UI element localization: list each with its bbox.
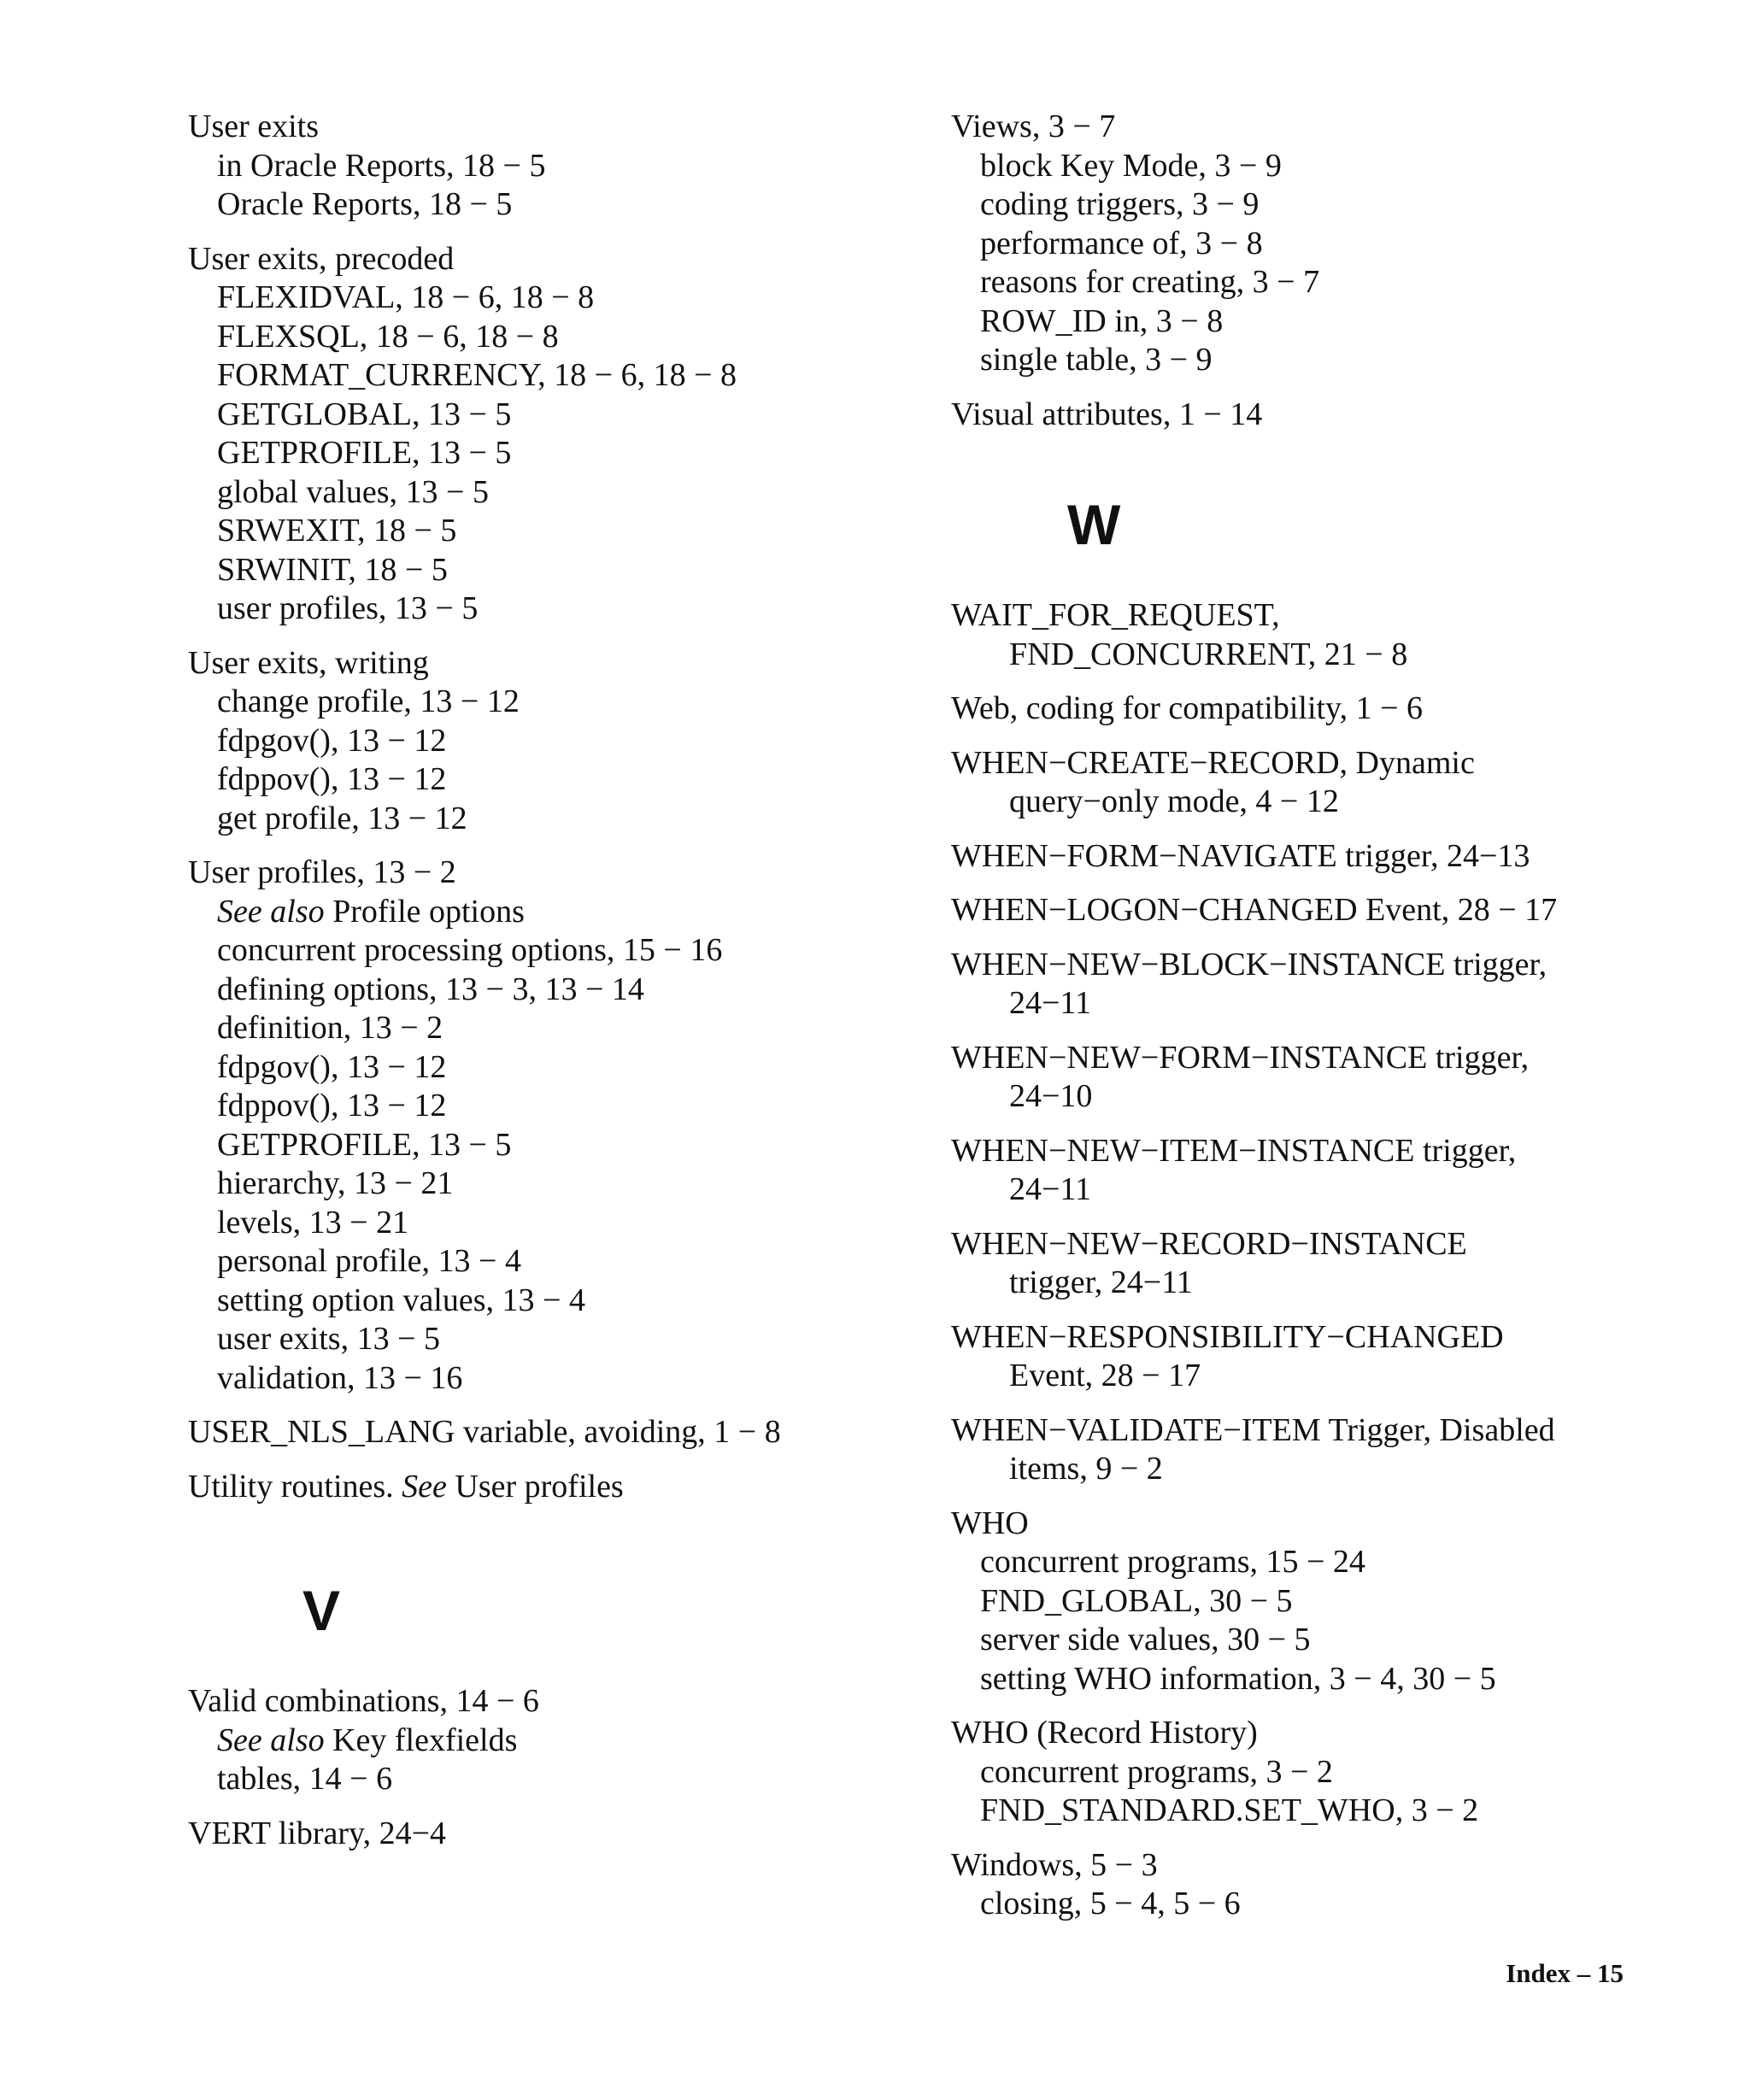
entry-text: FLEXIDVAL, 18 − 6, 18 − 8 (217, 279, 595, 315)
entry-text: GETPROFILE, 13 − 5 (217, 1126, 512, 1163)
entry-text: single table, 3 − 9 (980, 342, 1213, 378)
index-subterm (188, 893, 923, 932)
index-subterm (951, 147, 1652, 186)
index-term (951, 1039, 1652, 1078)
index-term (951, 1225, 1652, 1264)
index-entry (951, 396, 1652, 435)
index-entry (188, 1682, 923, 1799)
entry-text: Oracle Reports, 18 − 5 (217, 186, 513, 222)
index-term-continuation (951, 636, 1652, 675)
entry-text: WHEN−NEW−ITEM−INSTANCE trigger, (951, 1132, 1517, 1169)
see-also-label: See also (217, 893, 325, 930)
index-term (188, 1413, 923, 1452)
index-term (951, 1505, 1652, 1544)
entry-text: User exits, precoded (188, 240, 455, 277)
index-term (188, 644, 923, 683)
entry-text: validation, 13 − 16 (217, 1359, 463, 1396)
entry-text: 24−11 (1009, 985, 1092, 1021)
entry-text: WHEN−NEW−BLOCK−INSTANCE trigger, (951, 946, 1547, 983)
index-entry (951, 596, 1652, 674)
index-subterm (188, 551, 923, 590)
entry-text: setting option values, 13 − 4 (217, 1282, 585, 1318)
entry-text: personal profile, 13 − 4 (217, 1243, 521, 1279)
index-term (951, 596, 1652, 636)
index-subterm (951, 1621, 1652, 1660)
entry-text: Utility routines. (188, 1468, 402, 1505)
entry-text: tables, 14 − 6 (217, 1761, 393, 1797)
entry-text: VERT library, 24−4 (188, 1815, 446, 1851)
index-term (951, 108, 1652, 147)
entry-text: FND_STANDARD.SET_WHO, 3 − 2 (980, 1792, 1479, 1828)
entry-text: coding triggers, 3 − 9 (980, 186, 1260, 222)
entry-text: WHEN−RESPONSIBILITY−CHANGED (951, 1318, 1504, 1355)
page-footer-label: Index – 15 (1506, 1958, 1624, 1988)
index-entry (951, 1846, 1652, 1924)
section-letter-w: W (1067, 493, 1121, 556)
index-subterm (951, 225, 1652, 264)
index-term-continuation (951, 1170, 1652, 1210)
entries-w (951, 596, 1652, 1924)
entry-text: WHEN−NEW−FORM−INSTANCE trigger, (951, 1039, 1530, 1076)
index-subterm (188, 760, 923, 800)
index-term (951, 1846, 1652, 1886)
index-entry (951, 1505, 1652, 1699)
index-subterm (188, 1009, 923, 1048)
index-term-continuation (951, 783, 1652, 822)
index-subterm (188, 473, 923, 513)
entry-text-after: User profiles (446, 1468, 624, 1505)
entry-text: server side values, 30 − 5 (980, 1622, 1311, 1657)
index-subterm (188, 512, 923, 551)
index-entry (188, 853, 923, 1398)
entry-text: GETGLOBAL, 13 − 5 (217, 396, 512, 432)
index-subterm (188, 1320, 923, 1359)
entry-text: get profile, 13 − 12 (217, 800, 467, 836)
index-entry (951, 1039, 1652, 1117)
see-also-label: See also (217, 1722, 325, 1758)
entry-text: items, 9 − 2 (1009, 1451, 1163, 1487)
entry-text: user exits, 13 − 5 (217, 1321, 441, 1357)
index-subterm (951, 1660, 1652, 1699)
entry-text: 24−11 (1009, 1171, 1092, 1207)
index-term-continuation (951, 1357, 1652, 1396)
entry-text: reasons for creating, 3 − 7 (980, 264, 1320, 300)
entry-text: FLEXSQL, 18 − 6, 18 − 8 (217, 318, 559, 355)
entry-text: block Key Mode, 3 − 9 (980, 147, 1282, 184)
index-term (951, 1411, 1652, 1451)
index-subterm (188, 722, 923, 761)
entry-text: WHEN−VALIDATE−ITEM Trigger, Disabled (951, 1411, 1555, 1448)
index-subterm (951, 302, 1652, 342)
index-term (951, 891, 1652, 930)
index-term (951, 396, 1652, 435)
entry-text: trigger, 24−11 (1009, 1264, 1193, 1300)
index-column-left (188, 108, 923, 1868)
index-term (951, 689, 1652, 729)
entry-text: hierarchy, 13 − 21 (217, 1165, 454, 1201)
index-entry (188, 1413, 923, 1452)
entry-text: USER_NLS_LANG variable, avoiding, 1 − 8 (188, 1414, 781, 1450)
index-entry (951, 108, 1652, 380)
index-term (951, 1714, 1652, 1753)
entry-text: ROW_ID in, 3 − 8 (980, 302, 1224, 339)
entry-text: SRWINIT, 18 − 5 (217, 551, 448, 588)
entry-text: fdppov(), 13 − 12 (217, 761, 447, 797)
index-subterm (188, 971, 923, 1010)
index-entry (951, 1318, 1652, 1396)
entry-text: Web, coding for compatibility, 1 − 6 (951, 690, 1424, 726)
entry-text: Event, 28 − 17 (1009, 1358, 1201, 1393)
index-entry (951, 1411, 1652, 1489)
entry-text: query−only mode, 4 − 12 (1009, 783, 1339, 819)
entry-text: setting WHO information, 3 − 4, 30 − 5 (980, 1660, 1496, 1697)
entry-text: change profile, 13 − 12 (217, 683, 520, 719)
index-subterm (188, 1359, 923, 1399)
index-entry (951, 1225, 1652, 1303)
index-subterm (188, 931, 923, 971)
entry-text: Windows, 5 − 3 (951, 1846, 1158, 1883)
entry-text: WHEN−CREATE−RECORD, Dynamic (951, 744, 1475, 781)
index-entry (951, 744, 1652, 822)
entry-text: defining options, 13 − 3, 13 − 14 (217, 971, 644, 1007)
entries-v-continued (951, 108, 1652, 434)
entry-text: User exits, writing (188, 644, 429, 681)
index-entry (951, 1714, 1652, 1831)
index-subterm (188, 356, 923, 396)
index-subterm (951, 1582, 1652, 1622)
entry-text: Key flexfields (324, 1722, 518, 1758)
index-entry (188, 644, 923, 839)
index-term-continuation (951, 984, 1652, 1024)
index-subterm (188, 279, 923, 318)
index-term-continuation (951, 1450, 1652, 1489)
entry-text: GETPROFILE, 13 − 5 (217, 435, 512, 471)
index-entry (188, 1815, 923, 1854)
index-term-continuation (951, 1264, 1652, 1303)
index-subterm (951, 1543, 1652, 1582)
section-letter-v: V (302, 1579, 341, 1642)
index-column-right (951, 108, 1652, 1939)
entry-text: WHEN−LOGON−CHANGED Event, 28 − 17 (951, 892, 1558, 928)
index-subterm (188, 1242, 923, 1282)
index-subterm (188, 1760, 923, 1799)
entry-text: Views, 3 − 7 (951, 109, 1116, 144)
index-subterm (188, 1087, 923, 1126)
index-subterm (188, 1722, 923, 1761)
index-term (188, 853, 923, 893)
entry-text: fdpgov(), 13 − 12 (217, 1048, 447, 1085)
entry-text: Profile options (324, 893, 525, 930)
index-subterm (951, 185, 1652, 225)
entry-text: concurrent programs, 15 − 24 (980, 1544, 1365, 1580)
index-entry (188, 240, 923, 629)
index-entry (951, 837, 1652, 877)
entry-text: WHO (951, 1505, 1029, 1541)
entry-text: User exits (188, 109, 320, 144)
entry-text: concurrent processing options, 15 − 16 (217, 932, 723, 968)
index-subterm (951, 1792, 1652, 1831)
entry-text: user profiles, 13 − 5 (217, 590, 479, 626)
index-term-continuation (951, 1077, 1652, 1117)
entry-text: Visual attributes, 1 − 14 (951, 396, 1263, 432)
entry-text: fdpgov(), 13 − 12 (217, 722, 447, 759)
index-term (951, 1318, 1652, 1358)
entry-text: performance of, 3 − 8 (980, 225, 1263, 261)
index-term (188, 1682, 923, 1722)
index-subterm (188, 396, 923, 435)
entries-v (188, 1682, 923, 1853)
index-subterm (951, 341, 1652, 380)
entry-text: SRWEXIT, 18 − 5 (217, 513, 457, 548)
index-subterm (188, 147, 923, 186)
index-subterm (188, 185, 923, 225)
see-label: See (402, 1468, 447, 1505)
index-entry (188, 108, 923, 225)
index-subterm (188, 1282, 923, 1321)
entry-text: global values, 13 − 5 (217, 473, 489, 510)
index-subterm (951, 1885, 1652, 1924)
index-subterm (188, 683, 923, 722)
index-subterm (188, 1048, 923, 1088)
entry-text: definition, 13 − 2 (217, 1010, 443, 1046)
entry-text: fdppov(), 13 − 12 (217, 1088, 447, 1123)
index-term (951, 946, 1652, 985)
entry-text: User profiles, 13 − 2 (188, 854, 456, 890)
entry-text: closing, 5 − 4, 5 − 6 (980, 1886, 1241, 1921)
entry-text: in Oracle Reports, 18 − 5 (217, 147, 546, 184)
index-entry (951, 891, 1652, 930)
index-term (188, 240, 923, 279)
entry-text: Valid combinations, 14 − 6 (188, 1683, 539, 1719)
index-subterm (188, 800, 923, 839)
entry-text: FORMAT_CURRENCY, 18 − 6, 18 − 8 (217, 357, 737, 393)
index-entry (951, 1132, 1652, 1210)
index-subterm (188, 318, 923, 357)
entry-text: WAIT_FOR_REQUEST, (951, 597, 1280, 633)
index-term (188, 1815, 923, 1854)
entry-text: WHO (Record History) (951, 1715, 1258, 1751)
index-term (951, 837, 1652, 877)
index-entry (951, 689, 1652, 729)
entry-text: levels, 13 − 21 (217, 1204, 409, 1241)
index-subterm (188, 590, 923, 629)
index-term (188, 108, 923, 147)
entry-text: FND_GLOBAL, 30 − 5 (980, 1582, 1293, 1619)
index-subterm (951, 263, 1652, 302)
entry-text: WHEN−FORM−NAVIGATE trigger, 24−13 (951, 837, 1530, 874)
index-term (951, 744, 1652, 783)
index-subterm (188, 1126, 923, 1165)
entry-text: concurrent programs, 3 − 2 (980, 1753, 1333, 1790)
index-subterm (951, 1753, 1652, 1792)
index-subterm (188, 434, 923, 473)
index-term (951, 1132, 1652, 1171)
entry-text: FND_CONCURRENT, 21 − 8 (1009, 636, 1408, 672)
entries-u (188, 108, 923, 1506)
index-entry (951, 946, 1652, 1024)
index-subterm (188, 1204, 923, 1243)
entry-text: WHEN−NEW−RECORD−INSTANCE (951, 1225, 1467, 1262)
index-subterm (188, 1164, 923, 1204)
index-term (188, 1468, 923, 1507)
entry-text: 24−10 (1009, 1078, 1093, 1114)
index-entry (188, 1468, 923, 1507)
